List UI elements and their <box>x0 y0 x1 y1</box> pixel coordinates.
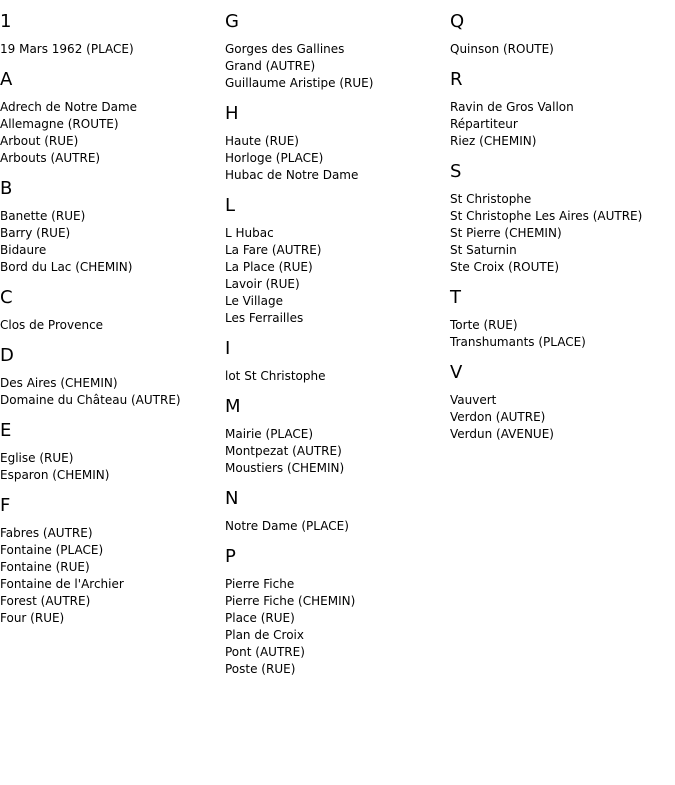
street-link[interactable]: Le Village <box>225 294 283 308</box>
street-index-column-1 <box>0 0 181 627</box>
section-letter-heading: Q <box>450 11 465 32</box>
letter-group <box>0 345 181 409</box>
street-link[interactable]: St Pierre (CHEMIN) <box>450 226 562 240</box>
street-link[interactable]: Fontaine (PLACE) <box>0 543 104 557</box>
section-letter-heading: F <box>0 495 11 516</box>
street-link[interactable]: Lavoir (RUE) <box>225 277 300 291</box>
street-link[interactable]: Transhumants (PLACE) <box>450 335 586 349</box>
street-list <box>225 426 373 477</box>
section-letter-heading: N <box>225 488 239 509</box>
street-link[interactable]: Adrech de Notre Dame <box>0 100 138 114</box>
street-list <box>0 99 181 167</box>
street-link[interactable]: Arbouts (AUTRE) <box>0 151 101 165</box>
street-index-column-3 <box>450 0 642 443</box>
letter-group <box>225 338 373 385</box>
street-link[interactable]: Poste (RUE) <box>225 662 296 676</box>
street-link[interactable]: St Christophe <box>450 192 532 206</box>
section-letter-heading: B <box>0 178 13 199</box>
letter-group <box>450 69 642 150</box>
letter-group <box>0 495 181 627</box>
letter-group <box>0 420 181 484</box>
street-link[interactable]: Grand (AUTRE) <box>225 59 316 73</box>
street-link[interactable]: Place (RUE) <box>225 611 295 625</box>
street-link[interactable]: Les Ferrailles <box>225 311 304 325</box>
street-link[interactable]: Quinson (ROUTE) <box>450 42 554 56</box>
street-list <box>225 41 373 92</box>
street-link[interactable]: Four (RUE) <box>0 611 65 625</box>
street-link[interactable]: Verdun (AVENUE) <box>450 427 554 441</box>
letter-group <box>450 362 642 443</box>
street-link[interactable]: Pont (AUTRE) <box>225 645 305 659</box>
street-link[interactable]: Répartiteur <box>450 117 518 131</box>
street-list <box>0 317 181 334</box>
street-link[interactable]: Torte (RUE) <box>450 318 518 332</box>
section-letter-heading: C <box>0 287 13 308</box>
letter-group <box>0 287 181 334</box>
section-letter-heading: D <box>0 345 14 366</box>
street-link[interactable]: Verdon (AUTRE) <box>450 410 546 424</box>
street-link[interactable]: La Place (RUE) <box>225 260 313 274</box>
street-link[interactable]: Fabres (AUTRE) <box>0 526 93 540</box>
street-link[interactable]: Clos de Provence <box>0 318 104 332</box>
street-link[interactable]: Domaine du Château (AUTRE) <box>0 393 181 407</box>
street-list <box>450 191 642 276</box>
street-link[interactable]: Bord du Lac (CHEMIN) <box>0 260 133 274</box>
street-list <box>225 368 373 385</box>
letter-group <box>0 69 181 167</box>
street-list <box>0 525 181 627</box>
street-link[interactable]: La Fare (AUTRE) <box>225 243 322 257</box>
street-link[interactable]: Des Aires (CHEMIN) <box>0 376 118 390</box>
section-letter-heading: R <box>450 69 463 90</box>
street-link[interactable]: Vauvert <box>450 393 497 407</box>
section-letter-heading: L <box>225 195 236 216</box>
letter-group <box>225 396 373 477</box>
section-letter-heading: M <box>225 396 241 417</box>
letter-group <box>450 287 642 351</box>
letter-group <box>450 11 642 58</box>
street-link[interactable]: Plan de Croix <box>225 628 304 642</box>
letter-group <box>450 161 642 276</box>
street-list <box>450 41 642 58</box>
street-list <box>225 225 373 327</box>
section-letter-heading: P <box>225 546 236 567</box>
letter-group <box>225 488 373 535</box>
section-letter-heading: 1 <box>0 11 12 32</box>
street-list <box>0 41 181 58</box>
letter-group <box>0 11 181 58</box>
street-link[interactable]: L Hubac <box>225 226 274 240</box>
street-link[interactable]: Fontaine (RUE) <box>0 560 90 574</box>
street-link[interactable]: St Saturnin <box>450 243 517 257</box>
street-list <box>225 576 373 678</box>
street-link[interactable]: Pierre Fiche (CHEMIN) <box>225 594 356 608</box>
street-link[interactable]: Barry (RUE) <box>0 226 71 240</box>
street-link[interactable]: St Christophe Les Aires (AUTRE) <box>450 209 643 223</box>
street-list <box>0 450 181 484</box>
street-list <box>450 317 642 351</box>
street-link[interactable]: lot St Christophe <box>225 369 326 383</box>
street-index-column-2 <box>225 0 373 678</box>
section-letter-heading: T <box>450 287 461 308</box>
letter-group <box>225 11 373 92</box>
street-link[interactable]: Haute (RUE) <box>225 134 299 148</box>
section-letter-heading: V <box>450 362 463 383</box>
section-letter-heading: I <box>225 338 231 359</box>
street-link[interactable]: Guillaume Aristipe (RUE) <box>225 76 374 90</box>
street-link[interactable]: Pierre Fiche <box>225 577 295 591</box>
letter-group <box>0 178 181 276</box>
street-link[interactable]: Ravin de Gros Vallon <box>450 100 574 114</box>
street-link[interactable]: Montpezat (AUTRE) <box>225 444 342 458</box>
section-letter-heading: G <box>225 11 239 32</box>
letter-group <box>225 546 373 678</box>
street-link[interactable]: Forest (AUTRE) <box>0 594 91 608</box>
street-list <box>0 208 181 276</box>
letter-group <box>225 103 373 184</box>
street-link[interactable]: Allemagne (ROUTE) <box>0 117 119 131</box>
section-letter-heading: S <box>450 161 462 182</box>
street-list <box>0 375 181 409</box>
street-link[interactable]: Banette (RUE) <box>0 209 86 223</box>
street-link[interactable]: Ste Croix (ROUTE) <box>450 260 560 274</box>
street-link[interactable]: Riez (CHEMIN) <box>450 134 537 148</box>
street-list <box>225 518 373 535</box>
street-link[interactable]: Horloge (PLACE) <box>225 151 324 165</box>
street-link[interactable]: Fontaine de l'Archier <box>0 577 124 591</box>
street-list <box>450 392 642 443</box>
street-link[interactable]: Bidaure <box>0 243 47 257</box>
street-link[interactable]: 19 Mars 1962 (PLACE) <box>0 42 134 56</box>
street-link[interactable]: Hubac de Notre Dame <box>225 168 359 182</box>
section-letter-heading: A <box>0 69 13 90</box>
street-link[interactable]: Notre Dame (PLACE) <box>225 519 349 533</box>
street-link[interactable]: Mairie (PLACE) <box>225 427 314 441</box>
street-link[interactable]: Eglise (RUE) <box>0 451 74 465</box>
street-link[interactable]: Gorges des Gallines <box>225 42 345 56</box>
section-letter-heading: H <box>225 103 239 124</box>
street-link[interactable]: Esparon (CHEMIN) <box>0 468 110 482</box>
street-link[interactable]: Arbout (RUE) <box>0 134 79 148</box>
street-link[interactable]: Moustiers (CHEMIN) <box>225 461 345 475</box>
street-list <box>450 99 642 150</box>
letter-group <box>225 195 373 327</box>
section-letter-heading: E <box>0 420 12 441</box>
street-list <box>225 133 373 184</box>
